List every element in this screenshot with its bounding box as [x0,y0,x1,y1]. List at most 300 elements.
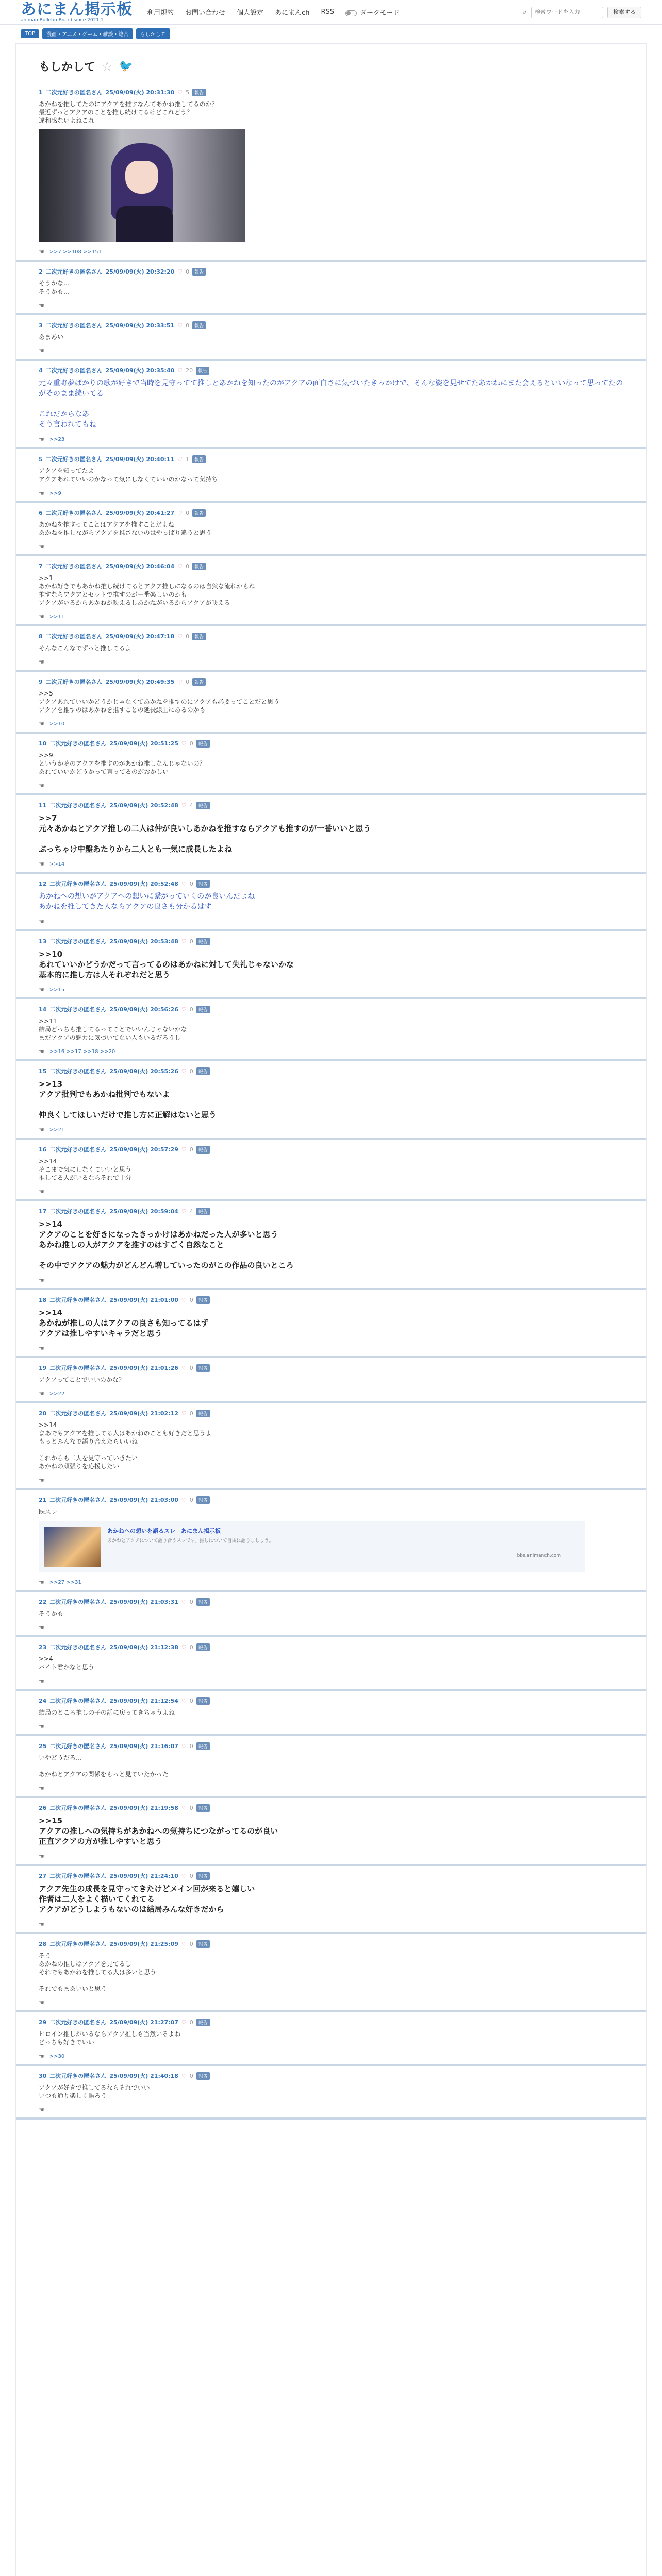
heart-icon[interactable]: ♡ [181,880,187,887]
report-button[interactable]: 報告 [192,509,206,517]
heart-icon[interactable]: ♡ [181,1697,187,1704]
post-footer [39,860,623,868]
post-number[interactable]: 30 [39,2072,47,2079]
post-footer [39,302,623,309]
list-item [16,1637,646,1691]
post-header [39,88,623,97]
list-item [16,449,646,503]
post-number[interactable]: 26 [39,1804,47,1811]
post-date: 25/09/09(火) 20:33:51 [105,322,175,329]
report-button[interactable]: 報告 [196,880,210,888]
site-tagline: animan Bulletin Board since 2021.1 [21,17,104,23]
post-author: 二次元好きの匿名さん [45,268,103,275]
post-body: あかねへの想いがアクアへの想いに繋がっていくのが良いんだよね あかねを推してきた人ならアクアの良さも分かるはず [39,892,255,911]
heart-icon[interactable]: ♡ [181,1804,187,1811]
report-button[interactable]: 報告 [196,2019,210,2026]
post-body: ヒロイン推しがいるならアクア推しも当然いるよね どっちも好きでいい [39,2030,181,2046]
reply-hand-icon[interactable]: ☚ [39,347,44,354]
heart-icon[interactable]: ♡ [181,1940,187,1947]
list-item [16,1140,646,1201]
like-count: 0 [189,2072,193,2079]
post-header [39,454,623,464]
post-footer [39,1277,623,1284]
post-number[interactable]: 27 [39,1872,47,1879]
reply-hand-icon[interactable]: ☚ [39,2053,44,2060]
post-number[interactable]: 7 [39,563,43,570]
post-number[interactable]: 15 [39,1067,47,1075]
like-count: 0 [189,938,193,945]
heart-icon[interactable]: ♡ [177,455,183,463]
post-header [39,632,623,641]
breadcrumb [0,25,662,43]
nav-animanch[interactable]: あにまんch [275,9,310,17]
report-button[interactable]: 報告 [196,802,210,809]
report-button[interactable]: 報告 [192,321,206,329]
link-card-url: bbs.animanch.com [517,1553,561,1558]
like-count: 0 [189,740,193,747]
dark-mode-toggle[interactable] [345,7,400,17]
reply-links[interactable]: >>10 [49,721,65,727]
post-footer [39,1126,623,1133]
post-header [39,1145,623,1154]
heart-icon[interactable]: ♡ [181,1496,187,1503]
list-item [16,795,646,874]
reply-hand-icon[interactable]: ☚ [39,1677,44,1685]
post-number[interactable]: 18 [39,1296,47,1303]
nav-contact[interactable]: お問い合わせ [185,9,226,17]
post-number[interactable]: 4 [39,367,43,374]
post-date: 25/09/09(火) 20:47:18 [105,633,175,640]
heart-icon[interactable]: ♡ [181,1742,187,1750]
post-date: 25/09/09(火) 20:41:27 [105,510,175,516]
post-body: 結局のところ推しの子の話に戻ってきちゃうよね [39,1709,175,1716]
report-button[interactable]: 報告 [196,1872,210,1880]
report-button[interactable]: 報告 [196,1146,210,1154]
like-count: 0 [189,1697,193,1704]
list-item [16,1490,646,1592]
post-footer [39,1345,623,1352]
post-number[interactable]: 23 [39,1643,47,1651]
search-input[interactable] [531,7,603,18]
post-footer [39,720,623,727]
favorite-star-icon[interactable]: ☆ [102,59,113,74]
post-number[interactable]: 22 [39,1598,47,1605]
report-button[interactable]: 報告 [192,268,206,276]
post-header [39,801,623,810]
heart-icon[interactable]: ♡ [177,89,183,96]
report-button[interactable]: 報告 [192,455,206,463]
heart-icon[interactable]: ♡ [177,268,183,275]
post-header [39,1363,623,1372]
like-count: 0 [189,1067,193,1075]
reply-hand-icon[interactable]: ☚ [39,986,44,993]
nav-settings[interactable]: 個人設定 [237,9,264,17]
post-number[interactable]: 6 [39,509,43,516]
post-header [39,677,623,686]
post-number[interactable]: 20 [39,1410,47,1417]
post-number[interactable]: 28 [39,1940,47,1947]
reply-links[interactable]: >>9 [49,490,61,496]
post-footer [39,436,623,443]
report-button[interactable]: 報告 [196,1410,210,1417]
post-date: 25/09/09(火) 20:57:29 [109,1146,178,1153]
image-body [116,206,173,242]
post-author: 二次元好きの匿名さん [49,1068,107,1075]
post-header [39,1741,623,1751]
post-date: 25/09/09(火) 21:24:10 [109,1873,178,1879]
post-date: 25/09/09(火) 21:01:00 [109,1297,178,1303]
post-author: 二次元好きの匿名さん [49,1365,107,1371]
reply-hand-icon[interactable]: ☚ [39,302,44,309]
post-number[interactable]: 16 [39,1146,47,1153]
post-date: 25/09/09(火) 20:31:30 [105,89,175,96]
like-count: 0 [189,1598,193,1605]
heart-icon[interactable]: ♡ [181,1410,187,1417]
post-date: 25/09/09(火) 21:25:09 [109,1941,178,1947]
post-body: いやどうだろ… あかねとアクアの関係をもっと見ていたかった [39,1754,169,1778]
post-header [39,2018,623,2027]
report-button[interactable]: 報告 [196,1697,210,1705]
post-body: アクアが好きで推してるならそれでいい いつも通り楽しく語ろう [39,2084,150,2099]
reply-hand-icon[interactable]: ☚ [39,720,44,727]
reply-hand-icon[interactable]: ☚ [39,1785,44,1792]
report-button[interactable]: 報告 [196,2072,210,2080]
post-image[interactable] [39,129,245,242]
post-author: 二次元好きの匿名さん [45,679,103,685]
post-author: 二次元好きの匿名さん [49,1146,107,1153]
post-date: 25/09/09(火) 20:46:04 [105,563,175,570]
toggle-switch-icon[interactable] [345,10,357,16]
nav-terms[interactable]: 利用規約 [147,9,174,17]
list-item [16,1290,646,1358]
post-body: そう あかねの推しはアクアを見てるし それでもあかねを推してる人は多いと思う それでもまあいいと思う [39,1952,157,1992]
heart-icon[interactable]: ♡ [181,1296,187,1303]
post-header [39,2071,623,2080]
post-number[interactable]: 21 [39,1496,47,1503]
heart-icon[interactable]: ♡ [181,1598,187,1605]
post-author: 二次元好きの匿名さん [49,1698,107,1704]
post-footer [39,986,623,993]
like-count: 0 [189,1364,193,1371]
post-header [39,1295,623,1304]
list-item [16,1201,646,1290]
reply-hand-icon[interactable]: ☚ [39,1723,44,1730]
reply-hand-icon[interactable]: ☚ [39,782,44,789]
reply-links[interactable]: >>22 [49,1391,65,1397]
post-author: 二次元好きの匿名さん [49,740,107,747]
post-body: >>7 元々あかねとアクア推しの二人は仲が良いしあかねを推すならアクアも推すのが一番いいと思う ぶっちゃけ中盤あたりから二人とも一気に成長したよね [39,814,371,854]
reply-links[interactable]: >>7 >>108 >>151 [49,249,102,255]
reply-hand-icon[interactable]: ☚ [39,248,44,256]
heart-icon[interactable]: ♡ [181,1146,187,1153]
post-author: 二次元好きの匿名さん [49,1297,107,1303]
post-date: 25/09/09(火) 20:52:48 [109,880,178,887]
heart-icon[interactable]: ♡ [181,1364,187,1371]
post-date: 25/09/09(火) 20:53:48 [109,938,178,945]
reply-links[interactable]: >>30 [49,2053,65,2059]
post-date: 25/09/09(火) 20:35:40 [105,367,175,374]
post-footer [39,782,623,789]
thread-container [15,43,647,2576]
post-number[interactable]: 14 [39,1006,47,1013]
like-count: 0 [189,1643,193,1651]
post-footer [39,613,623,620]
post-body: そんなこんなでずっと推してるよ [39,645,131,652]
post-body: >>10 あれていいかどうかだって言ってるのはあかねに対して失礼じゃないかな 基本的に推し方は人それぞれだと思う [39,950,294,979]
post-number[interactable]: 12 [39,880,47,887]
post-author: 二次元好きの匿名さん [49,1497,107,1503]
post-header [39,1696,623,1705]
post-header [39,937,623,946]
reply-links[interactable]: >>14 [49,861,65,867]
post-author: 二次元好きの匿名さん [49,1208,107,1215]
reply-hand-icon[interactable]: ☚ [39,1277,44,1284]
site-logo[interactable] [21,2,133,23]
post-author: 二次元好きの匿名さん [45,89,103,96]
reply-links[interactable]: >>15 [49,987,65,993]
post-number[interactable]: 13 [39,938,47,945]
post-date: 25/09/09(火) 20:59:04 [109,1208,178,1215]
post-header [39,267,623,276]
post-body: >>14 アクアのことを好きになったきっかけはあかねだった人が多いと思う あかね推しの人がアクアを推すのはすごく自然なこと その中でアクアの魅力がどんどん増していったのがこの作品の良いところ [39,1219,294,1270]
post-number[interactable]: 17 [39,1208,47,1215]
like-count: 0 [189,1146,193,1153]
post-body: >>4 バイト君かなと思う [39,1655,95,1671]
report-button[interactable]: 報告 [192,89,206,96]
heart-icon[interactable]: ♡ [181,1067,187,1075]
like-count: 0 [189,2019,193,2026]
heart-icon[interactable]: ♡ [181,938,187,945]
reply-hand-icon[interactable]: ☚ [39,1477,44,1484]
reply-hand-icon[interactable]: ☚ [39,860,44,868]
reply-hand-icon[interactable]: ☚ [39,1921,44,1928]
like-count: 0 [186,563,190,570]
post-body: そうかな… そうかも… [39,280,70,295]
post-footer [39,1723,623,1730]
search-icon: ⌕ [523,8,527,16]
post-date: 25/09/09(火) 20:51:25 [109,740,178,747]
post-header [39,1207,623,1216]
report-button[interactable]: 報告 [196,1296,210,1304]
list-item [16,556,646,626]
report-button[interactable]: 報告 [196,367,209,375]
reply-hand-icon[interactable]: ☚ [39,1853,44,1860]
post-author: 二次元好きの匿名さん [49,1743,107,1750]
main-nav [147,7,400,17]
breadcrumb-thread[interactable]: もしかして [136,28,170,39]
post-body: 元々重野夢ばかりの歌が好きで当時を見守ってて推しとあかねを知ったのがアクアの面白さに気づいたきっかけで、そんな姿を見せてたあかねにまた会えるといいなって思ってたのがそのまま続いてる これだからなあ そう言われてもね [39,379,623,429]
reply-hand-icon[interactable]: ☚ [39,543,44,550]
post-header [39,879,623,888]
post-header [39,1803,623,1812]
list-item [16,999,646,1061]
list-item [16,1358,646,1403]
post-number[interactable]: 3 [39,321,43,329]
reply-hand-icon[interactable]: ☚ [39,1390,44,1397]
heart-icon[interactable]: ♡ [181,2072,187,2079]
post-date: 25/09/09(火) 21:12:54 [109,1698,178,1704]
post-header [39,1409,623,1418]
heart-icon[interactable]: ♡ [177,509,183,516]
post-number[interactable]: 1 [39,89,43,96]
reply-hand-icon[interactable]: ☚ [39,1999,44,2006]
reply-hand-icon[interactable]: ☚ [39,918,44,925]
post-number[interactable]: 29 [39,2019,47,2026]
list-item [16,1736,646,1798]
heart-icon[interactable]: ♡ [181,802,187,809]
post-author: 二次元好きの匿名さん [49,1644,107,1651]
reply-hand-icon[interactable]: ☚ [39,489,44,497]
post-footer [39,1999,623,2006]
post-body: あかねを推してたのにアクアを推すなんてあかね推してるのか？ 最近ずっとアクアのことを推し続けてるけどこれどう？ 違和感ないよねこれ [39,100,218,124]
post-number[interactable]: 24 [39,1697,47,1704]
link-card-title: あかねへの想いを語るスレ｜あにまん掲示板 [107,1528,221,1534]
post-number[interactable]: 19 [39,1364,47,1371]
heart-icon[interactable]: ♡ [181,1872,187,1879]
list-item [16,2012,646,2066]
post-date: 25/09/09(火) 21:40:18 [109,2073,178,2079]
list-item [16,874,646,931]
reply-hand-icon[interactable]: ☚ [39,436,44,443]
post-author: 二次元好きの匿名さん [45,510,103,516]
list-item [16,1403,646,1490]
reply-links[interactable]: >>27 >>31 [49,1579,81,1585]
post-footer [39,1853,623,1860]
reply-hand-icon[interactable]: ☚ [39,1579,44,1586]
post-body: 既スレ [39,1508,58,1515]
post-header [39,739,623,748]
report-button[interactable]: 報告 [196,1804,210,1812]
post-author: 二次元好きの匿名さん [45,367,103,374]
post-date: 25/09/09(火) 21:16:07 [109,1743,178,1750]
post-date: 25/09/09(火) 20:32:20 [105,268,175,275]
post-author: 二次元好きの匿名さん [49,1006,107,1013]
post-footer [39,347,623,354]
post-footer [39,1390,623,1397]
post-footer [39,1921,623,1928]
heart-icon[interactable]: ♡ [177,563,183,570]
list-item [16,672,646,734]
post-body: >>14 あかねが推しの人はアクアの良さも知ってるはず アクアは推しやすいキャラだと思う [39,1308,209,1338]
post-date: 25/09/09(火) 20:52:48 [109,802,178,809]
twitter-share-icon[interactable]: 🐦 [119,60,133,73]
like-count: 0 [186,321,190,329]
like-count: 0 [189,1804,193,1811]
breadcrumb-category[interactable]: 漫画・アニメ・ゲーム・雑談・総合 [42,28,133,39]
post-number[interactable]: 5 [39,455,43,463]
heart-icon[interactable]: ♡ [181,1643,187,1651]
report-button[interactable]: 報告 [196,1006,210,1013]
post-body: そうかも [39,1610,64,1617]
reply-links[interactable]: >>21 [49,1127,65,1133]
list-item [16,361,646,449]
post-author: 二次元好きの匿名さん [49,1941,107,1947]
report-button[interactable]: 報告 [192,678,206,686]
report-button[interactable]: 報告 [196,1208,210,1215]
report-button[interactable]: 報告 [196,1496,210,1504]
dark-mode-label: ダークモード [359,9,400,17]
post-date: 25/09/09(火) 21:03:31 [109,1599,178,1605]
list-item [16,931,646,999]
reply-hand-icon[interactable]: ☚ [39,1624,44,1631]
post-number[interactable]: 25 [39,1742,47,1750]
report-button[interactable]: 報告 [196,740,210,748]
report-button[interactable]: 報告 [196,1940,210,1948]
list-item [16,1866,646,1934]
post-number[interactable]: 9 [39,678,43,685]
reply-hand-icon[interactable]: ☚ [39,2106,44,2113]
link-card[interactable] [39,1521,585,1572]
like-count: 0 [186,633,190,640]
report-button[interactable]: 報告 [192,563,206,570]
heart-icon[interactable]: ♡ [177,678,183,685]
reply-links[interactable]: >>16 >>17 >>18 >>20 [49,1048,115,1055]
report-button[interactable]: 報告 [196,1067,210,1075]
like-count: 5 [186,89,190,96]
heart-icon[interactable]: ♡ [177,321,183,329]
reply-hand-icon[interactable]: ☚ [39,1188,44,1195]
reply-hand-icon[interactable]: ☚ [39,1345,44,1352]
post-footer [39,489,623,497]
post-body: あかねを推すってことはアクアを推すことだよね あかねを推しながらアクアを推さないのはやっぱり違うと思う [39,521,212,536]
like-count: 0 [189,1410,193,1417]
post-number[interactable]: 2 [39,268,43,275]
like-count: 4 [189,802,193,809]
post-author: 二次元好きの匿名さん [45,322,103,329]
report-button[interactable]: 報告 [196,1364,210,1372]
reply-links[interactable]: >>23 [49,436,65,443]
post-body: >>1 あかね好きでもあかね推し続けてるとアクア推しになるのは自然な流れかもね 推すならアクアとセットで推すのが一番楽しいのかも アクアがいるからあかねが映えるしあかねがいるからアクアが映える [39,574,255,606]
list-item [16,1798,646,1866]
post-number[interactable]: 8 [39,633,43,640]
heart-icon[interactable]: ♡ [181,740,187,747]
search-area [523,7,641,18]
post-date: 25/09/09(火) 21:27:07 [109,2019,178,2026]
post-header [39,508,623,517]
post-body: >>14 そこまで気にしなくていいと思う 推してる人がいるならそれで十分 [39,1158,132,1181]
heart-icon[interactable]: ♡ [181,1208,187,1215]
nav-rss[interactable]: RSS [321,8,334,16]
reply-links[interactable]: >>11 [49,614,65,620]
post-number[interactable]: 11 [39,802,47,809]
heart-icon[interactable]: ♡ [181,2019,187,2026]
list-item [16,1934,646,2012]
post-number[interactable]: 10 [39,740,47,747]
reply-hand-icon[interactable]: ☚ [39,613,44,620]
breadcrumb-top[interactable]: TOP [21,29,39,38]
report-button[interactable]: 報告 [196,1742,210,1750]
post-body: >>11 結局どっちも推してるってことでいいんじゃないかな まだアクアの魅力に気づいてない人もいるだろうし [39,1018,187,1041]
report-button[interactable]: 報告 [196,938,210,945]
post-author: 二次元好きの匿名さん [49,938,107,945]
heart-icon[interactable]: ♡ [177,633,183,640]
like-count: 0 [189,880,193,887]
like-count: 0 [189,1940,193,1947]
report-button[interactable]: 報告 [192,633,206,640]
reply-hand-icon[interactable]: ☚ [39,1126,44,1133]
list-item [16,2066,646,2120]
reply-hand-icon[interactable]: ☚ [39,1048,44,1055]
search-button[interactable]: 検索する [607,7,641,18]
post-footer [39,248,623,256]
heart-icon[interactable]: ♡ [181,1006,187,1013]
post-date: 25/09/09(火) 21:03:00 [109,1497,178,1503]
heart-icon[interactable]: ♡ [177,367,183,374]
image-face [125,161,158,194]
reply-hand-icon[interactable]: ☚ [39,658,44,666]
report-button[interactable]: 報告 [196,1598,210,1606]
report-button[interactable]: 報告 [196,1643,210,1651]
